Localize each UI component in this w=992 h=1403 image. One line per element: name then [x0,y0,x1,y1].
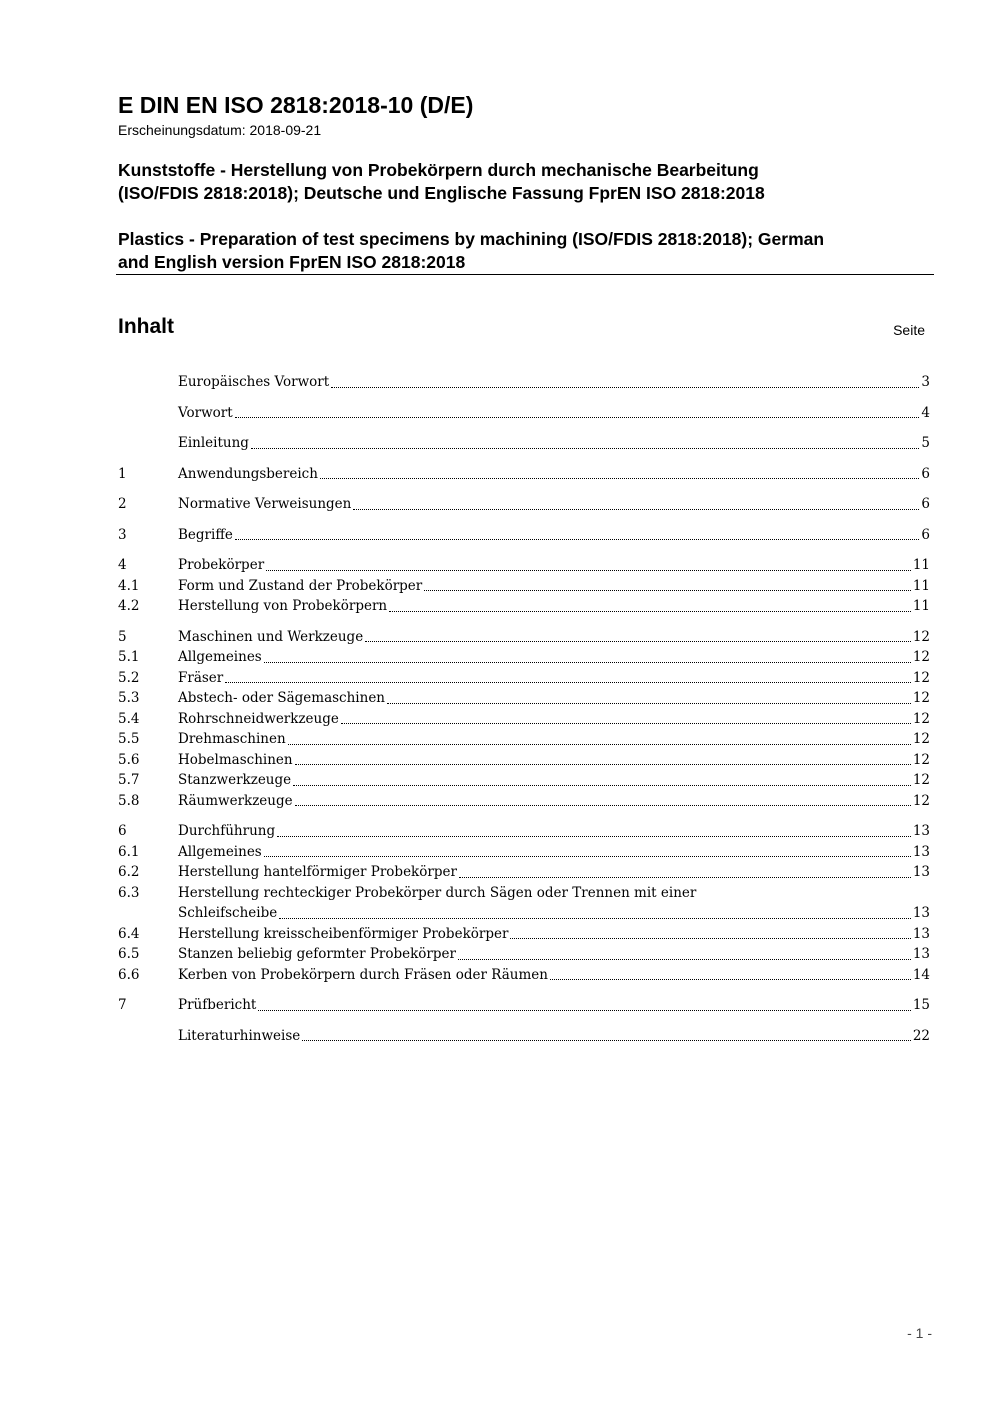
toc-entry-page: 12 [912,772,930,788]
toc-dot-leader [293,785,911,786]
toc-entry-number: 5.1 [118,649,140,665]
toc-entry[interactable] [118,821,930,842]
toc-entry[interactable] [118,965,930,986]
toc-entry-number: 5 [118,628,127,645]
toc-dot-leader [251,448,919,449]
toc-entry-number: 5.8 [118,792,140,809]
toc-dot-leader [225,682,911,683]
toc-entry-title: Rohrschneidwerkzeuge [178,710,339,727]
toc-entry-page: 3 [921,374,930,390]
toc-entry-number: 5.7 [118,772,140,788]
toc-entry[interactable] [118,403,930,424]
subtitle-german [118,159,938,205]
toc-entry[interactable] [118,596,930,617]
toc-dot-leader [295,805,911,806]
toc-entry[interactable] [118,668,930,689]
toc-entry-number: 6.6 [118,966,140,983]
toc-entry-page: 6 [921,526,930,543]
toc-entry-number: 6.2 [118,864,140,880]
toc-entry-number: 5.3 [118,690,140,706]
toc-dot-leader [258,1010,911,1011]
toc-dot-leader [424,590,911,591]
toc-entry-title: Stanzwerkzeuge [178,772,292,788]
toc-entry-title: Drehmaschinen [178,731,286,747]
document-title: E DIN EN ISO 2818:2018-10 (D/E) [118,92,474,118]
toc-entry[interactable] [118,494,930,515]
toc-entry-number: 6.4 [118,925,140,942]
toc-entry[interactable] [118,555,930,576]
toc-entry-page: 14 [912,966,930,983]
toc-entry-page: 12 [912,669,930,686]
toc-dot-leader [288,744,911,745]
toc-entry[interactable] [118,750,930,771]
toc-entry[interactable] [118,862,930,883]
toc-entry-page: 12 [912,649,930,665]
toc-entry-page: 4 [921,404,930,421]
toc-entry-page: 13 [912,864,930,880]
toc-entry[interactable] [118,842,930,863]
toc-entry-title: Vorwort [178,404,233,421]
toc-dot-leader [331,387,919,388]
toc-entry-number: 2 [118,496,127,512]
publication-date: Erscheinungsdatum: 2018-09-21 [118,122,322,138]
toc-entry-title: Hobelmaschinen [178,751,293,768]
toc-entry-page: 5 [921,435,930,451]
toc-entry[interactable] [118,627,930,648]
toc-entry[interactable] [118,372,930,393]
toc-entry[interactable] [118,647,930,668]
toc-dot-leader [353,509,919,510]
toc-entry-page: 12 [912,731,930,747]
toc-dot-leader [277,836,911,837]
toc-entry-page: 22 [912,1027,930,1044]
toc-dot-leader [279,918,911,919]
toc-entry-page: 11 [912,577,930,594]
subtitle-german-line-2: (ISO/FDIS 2818:2018); Deutsche und Englische Fassung FprEN ISO 2818:2018 [118,183,765,203]
toc-entry[interactable] [118,944,930,965]
toc-entry[interactable] [118,883,930,904]
toc-entry[interactable] [118,770,930,791]
subtitle-english-line-2: and English version FprEN ISO 2818:2018 [118,252,466,272]
toc-entry-page: 13 [912,925,930,942]
toc-heading: Inhalt [118,315,174,338]
toc-entry-title: Fräser [178,669,224,686]
toc-dot-leader [389,611,911,612]
toc-dot-leader [387,703,911,704]
table-of-contents [118,372,930,1046]
toc-entry-number: 7 [118,997,127,1013]
toc-entry-title: Literaturhinweise [178,1027,301,1044]
toc-entry-number: 4.2 [118,598,140,614]
toc-entry-title: Durchführung [178,823,276,839]
toc-entry[interactable] [118,729,930,750]
toc-entry-page: 12 [912,628,930,645]
toc-entry-number: 5.5 [118,731,140,747]
toc-entry-number: 4 [118,557,127,573]
toc-entry-title: Einleitung [178,435,249,451]
toc-entry-title: Räumwerkzeuge [178,792,293,809]
toc-entry-number: 3 [118,526,127,543]
toc-entry[interactable] [118,688,930,709]
toc-entry-title: Stanzen beliebig geformter Probekörper [178,946,456,962]
toc-entry-title: Anwendungsbereich [178,465,318,482]
toc-entry[interactable] [118,791,930,812]
toc-dot-leader [341,723,911,724]
toc-entry-number: 6.3 [118,884,140,901]
toc-dot-leader [365,641,911,642]
toc-entry-title: Probekörper [178,557,265,573]
toc-entry-title: Maschinen und Werkzeuge [178,628,364,645]
toc-dot-leader [235,417,920,418]
toc-entry[interactable] [118,1026,930,1047]
toc-dot-leader [266,570,911,571]
toc-entry-title: Allgemeines [178,649,262,665]
toc-entry[interactable] [118,924,930,945]
toc-entry-number: 6 [118,823,127,839]
subtitle-german-line-1: Kunststoffe - Herstellung von Probekörpern durch mechanische Bearbeitung [118,160,759,180]
toc-entry-page: 13 [912,843,930,860]
toc-dot-leader [235,539,920,540]
toc-entry-title: Abstech- oder Sägemaschinen [178,690,386,706]
toc-entry-page: 6 [921,496,930,512]
subtitle-english [118,228,938,274]
toc-dot-leader [320,478,919,479]
toc-entry-page: 15 [912,997,930,1013]
toc-entry-title: Form und Zustand der Probekörper [178,577,423,594]
toc-entry-title: Kerben von Probekörpern durch Fräsen oder Räumen [178,966,548,983]
toc-entry-title: Herstellung kreisscheibenförmiger Probekörper [178,925,509,942]
toc-entry[interactable] [118,576,930,597]
toc-entry[interactable] [118,525,930,546]
toc-entry-title: Begriffe [178,526,233,543]
toc-entry-title: Prüfbericht [178,997,257,1013]
toc-entry-title: Herstellung von Probekörpern [178,598,388,614]
toc-entry[interactable] [118,709,930,730]
toc-entry-title: Normative Verweisungen [178,496,352,512]
toc-dot-leader [264,856,911,857]
toc-dot-leader [264,662,911,663]
toc-entry-number: 5.2 [118,669,140,686]
toc-entry[interactable] [118,433,930,454]
toc-entry-number: 4.1 [118,577,140,594]
toc-dot-leader [458,959,911,960]
toc-page-label: Seite [893,322,925,338]
toc-entry-page: 11 [912,557,930,573]
toc-entry-page: 13 [912,823,930,839]
toc-entry-title: Allgemeines [178,843,262,860]
toc-entry-title: Herstellung rechteckiger Probekörper durch Sägen oder Trennen mit einer [178,884,697,901]
toc-entry-page: 11 [912,598,930,614]
toc-entry-number: 1 [118,465,127,482]
page-number: - 1 - [907,1325,932,1341]
toc-entry-continuation[interactable] [118,903,930,924]
toc-entry-page: 6 [921,465,930,482]
toc-entry-number: 6.1 [118,843,140,860]
toc-entry[interactable] [118,995,930,1016]
toc-entry-number: 6.5 [118,946,140,962]
toc-entry-title-continued: Schleifscheibe [178,905,278,921]
toc-dot-leader [459,877,911,878]
toc-entry-number: 5.6 [118,751,140,768]
toc-entry-page: 12 [912,792,930,809]
toc-entry-page: 13 [912,905,930,921]
toc-entry-title: Herstellung hantelförmiger Probekörper [178,864,457,880]
toc-dot-leader [302,1040,911,1041]
toc-entry-page: 13 [912,946,930,962]
toc-entry[interactable] [118,464,930,485]
toc-entry-number: 5.4 [118,710,140,727]
toc-entry-page: 12 [912,751,930,768]
header-divider [116,274,934,275]
toc-dot-leader [550,979,911,980]
subtitle-english-line-1: Plastics - Preparation of test specimens by machining (ISO/FDIS 2818:2018); German [118,229,825,249]
toc-entry-page: 12 [912,710,930,727]
toc-entry-title: Europäisches Vorwort [178,374,330,390]
toc-dot-leader [295,764,911,765]
toc-entry-page: 12 [912,690,930,706]
toc-dot-leader [510,938,910,939]
